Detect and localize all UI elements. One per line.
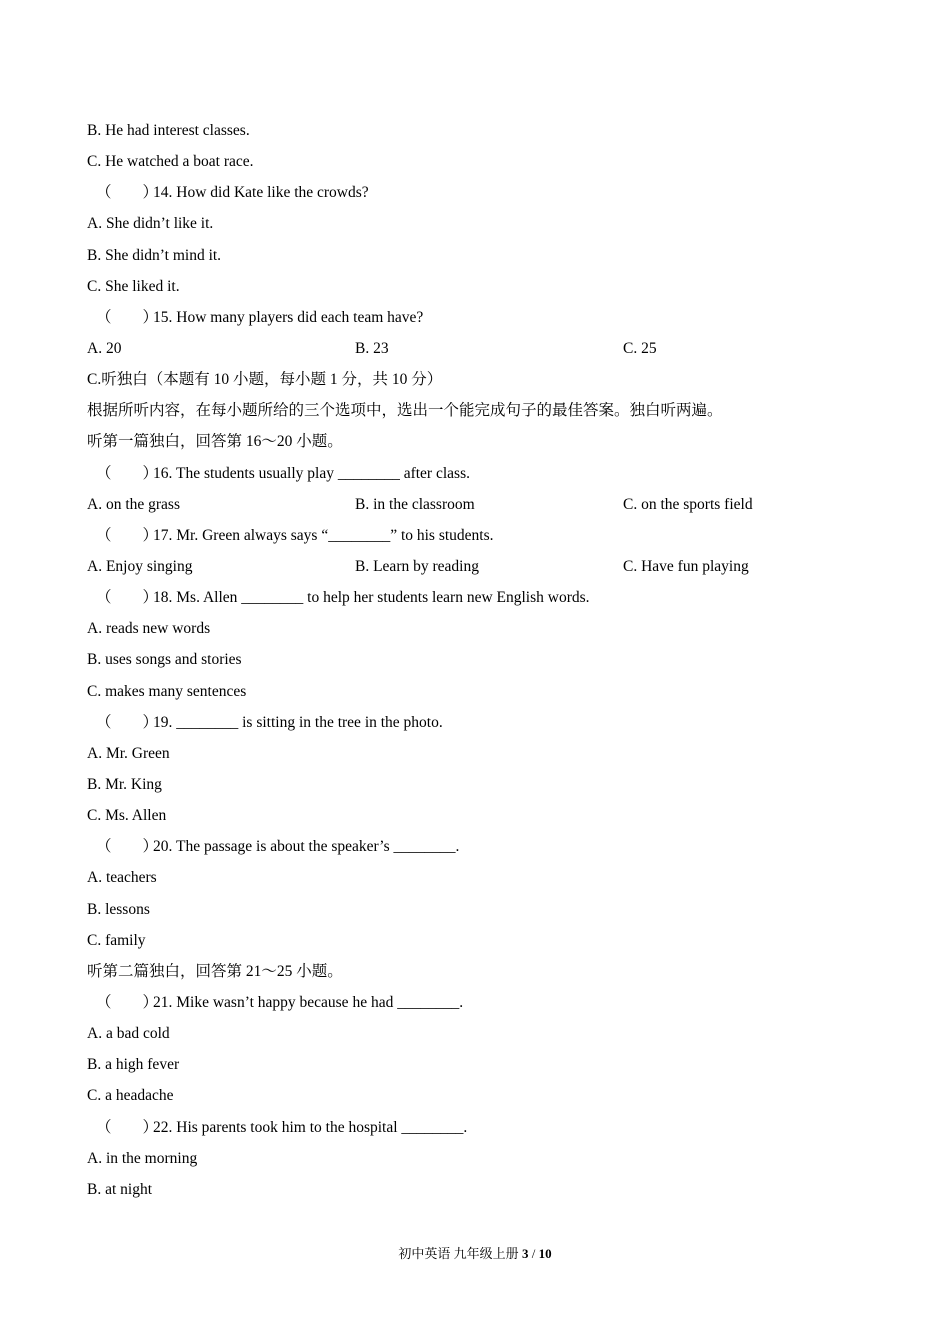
option: C. on the sports field [623, 495, 753, 513]
answer-blank: （ ） [96, 1118, 159, 1136]
answer-blank: （ ） [96, 184, 159, 202]
answer-blank: （ ） [96, 993, 159, 1011]
section-instruction: 根据所听内容，在每小题所给的三个选项中，选出一个能完成句子的最佳答案。独白听两遍。 [87, 402, 723, 420]
options-row [87, 551, 867, 582]
question-15 [87, 302, 867, 333]
question-16 [87, 458, 867, 489]
question-text: 21. Mike wasn’t happy because he had ________. [153, 993, 464, 1011]
option-line: B. She didn’t mind it. [87, 246, 222, 264]
page-number-current: 3 [521, 1246, 529, 1261]
question-17 [87, 520, 867, 551]
question-text: 18. Ms. Allen ________ to help her students learn new English words. [153, 589, 590, 607]
option-line: B. at night [87, 1180, 153, 1198]
question-20 [87, 831, 867, 862]
section-title: C.听独白（本题有 10 小题，每小题 1 分，共 10 分） [87, 371, 443, 389]
question-text: 20. The passage is about the speaker’s ________. [153, 838, 460, 856]
option-line: A. Mr. Green [87, 744, 170, 762]
option-line: A. reads new words [87, 620, 211, 638]
option-line: A. in the morning [87, 1149, 198, 1167]
option-line: B. lessons [87, 900, 150, 918]
question-21 [87, 987, 867, 1018]
page-number-separator: / [531, 1246, 536, 1261]
page-footer [0, 1244, 950, 1264]
answer-blank: （ ） [96, 464, 159, 482]
answer-blank: （ ） [96, 526, 159, 544]
passage-intro: 听第二篇独白，回答第 21～25 小题。 [87, 962, 343, 980]
option-line: C. He watched a boat race. [87, 153, 254, 171]
option-line: A. teachers [87, 869, 157, 887]
option: C. Have fun playing [623, 557, 749, 575]
option-line: C. makes many sentences [87, 682, 247, 700]
options-row [87, 333, 867, 364]
option: B. 23 [355, 339, 389, 357]
option-line: C. a headache [87, 1087, 174, 1105]
question-text: 22. His parents took him to the hospital ________. [153, 1118, 468, 1136]
option: A. 20 [87, 339, 122, 357]
option-line: C. family [87, 931, 146, 949]
question-22 [87, 1112, 867, 1143]
answer-blank: （ ） [96, 589, 159, 607]
question-19 [87, 707, 867, 738]
answer-blank: （ ） [96, 838, 159, 856]
question-text: 17. Mr. Green always says “________” to his students. [153, 526, 494, 544]
question-text: 15. How many players did each team have? [153, 308, 424, 326]
option-line: B. Mr. King [87, 775, 162, 793]
passage-intro: 听第一篇独白，回答第 16～20 小题。 [87, 433, 343, 451]
option: A. Enjoy singing [87, 557, 193, 575]
option: A. on the grass [87, 495, 180, 513]
option-line: A. She didn’t like it. [87, 215, 214, 233]
answer-blank: （ ） [96, 713, 159, 731]
option-line: C. Ms. Allen [87, 807, 167, 825]
question-text: 19. ________ is sitting in the tree in the photo. [153, 713, 443, 731]
options-row [87, 489, 867, 520]
option-line: B. uses songs and stories [87, 651, 242, 669]
option-line: B. a high fever [87, 1056, 180, 1074]
option: B. Learn by reading [355, 557, 479, 575]
option-line: B. He had interest classes. [87, 122, 250, 139]
question-text: 16. The students usually play ________ after class. [153, 464, 470, 482]
footer-subject: 初中英语 九年级上册 [398, 1246, 519, 1261]
option: B. in the classroom [355, 495, 475, 513]
page-number-total: 10 [538, 1246, 552, 1261]
option-line: C. She liked it. [87, 277, 180, 295]
question-text: 14. How did Kate like the crowds? [153, 184, 369, 202]
answer-blank: （ ） [96, 308, 159, 326]
option-line: A. a bad cold [87, 1025, 170, 1043]
question-18 [87, 582, 867, 613]
page-content [87, 115, 867, 1205]
question-14 [87, 177, 867, 208]
option: C. 25 [623, 339, 657, 357]
